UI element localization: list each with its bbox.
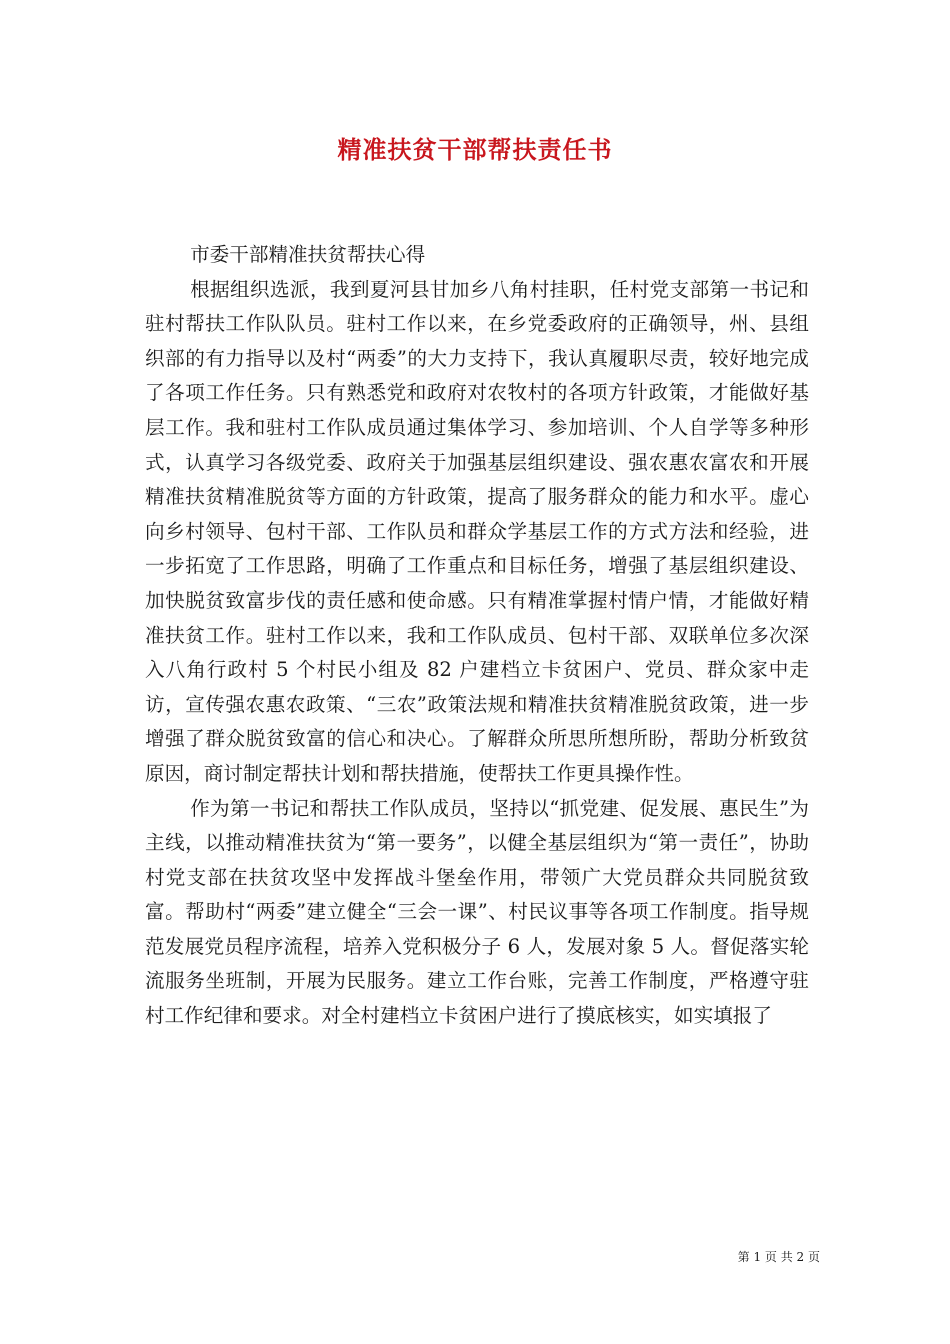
document-body (145, 238, 809, 1034)
paragraph-1: 根据组织选派，我到夏河县甘加乡八角村挂职，任村党支部第一书记和驻村帮扶工作队队员。驻村工作以来，在乡党委政府的正确领导，州、县组织部的有力指导以及村“两委”的大力支持下，我认真履职尽责，较好地完成了各项工作任务。只有熟悉党和政府对农牧村的各项方针政策，才能做好基层工作。我和驻村工作队成员通过集体学习、参加培训、个人自学等多种形式，认真学习各级党委、政府关于加强基层组织建设、强农惠农富农和开展精准扶贫精准脱贫等方面的方针政策，提高了服务群众的能力和水平。虚心向乡村领导、包村干部、工作队员和群众学基层工作的方式方法和经验，进一步拓宽了工作思路，明确了工作重点和目标任务，增强了基层组织建设、加快脱贫致富步伐的责任感和使命感。只有精准掌握村情户情，才能做好精准扶贫工作。驻村工作以来，我和工作队成员、包村干部、双联单位多次深入八角行政村 5 个村民小组及 82 户建档立卡贫困户、党员、群众家中走访，宣传强农惠农政策、“三农”政策法规和精准扶贫精准脱贫政策，进一步增强了群众脱贫致富的信心和决心。了解群众所思所想所盼，帮助分析致贫原因，商讨制定帮扶计划和帮扶措施，使帮扶工作更具操作性。 (145, 277, 809, 785)
document-title: 精准扶贫干部帮扶责任书 (337, 135, 613, 164)
section-subtitle: 市委干部精准扶贫帮扶心得 (190, 243, 426, 266)
paragraph-2: 作为第一书记和帮扶工作队成员，坚持以“抓党建、促发展、惠民生”为主线，以推动精准扶贫为“第一要务”，以健全基层组织为“第一责任”，协助村党支部在扶贫攻坚中发挥战斗堡垒作用，带领广大党员群众共同脱贫致富。帮助村“两委”建立健全“三会一课”、村民议事等各项工作制度。指导规范发展党员程序流程，培养入党积极分子 6 人，发展对象 5 人。督促落实轮流服务坐班制，开展为民服务。建立工作台账，完善工作制度，严格遵守驻村工作纪律和要求。对全村建档立卡贫困户进行了摸底核实，如实填报了 (145, 796, 809, 1028)
page-indicator: 第 1 页 共 2 页 (737, 1250, 820, 1264)
